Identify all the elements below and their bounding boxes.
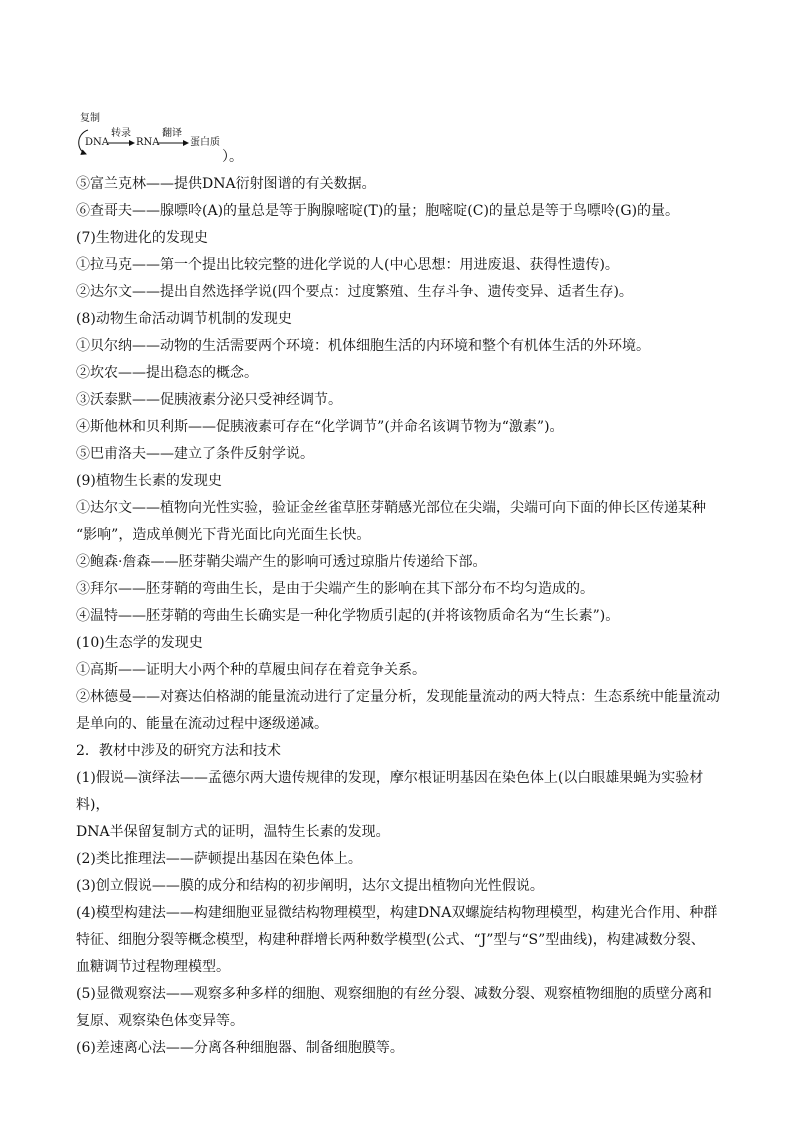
text-line: ②林德曼——对赛达伯格湖的能量流动进行了定量分析，发现能量流动的两大特点：生态系统中能量流动 [76, 689, 720, 705]
translate-label: 翻译 [162, 128, 182, 139]
text-line: ②鲍森·詹森——胚芽鞘尖端产生的影响可透过琼脂片传递给下部。 [76, 554, 487, 570]
text-line: (3)创立假说——膜的成分和结构的初步阐明，达尔文提出植物向光性假说。 [76, 878, 544, 894]
central-dogma-diagram [74, 110, 274, 166]
rna-label: RNA [136, 137, 160, 148]
text-line: ③沃泰默——促胰液素分泌只受神经调节。 [76, 392, 342, 408]
text-line: ①贝尔纳——动物的生活需要两个环境：机体细胞生活的内环境和整个有机体生活的外环境。 [76, 338, 650, 354]
diagram-closing-paren: ）。 [222, 149, 243, 165]
document-body [76, 171, 736, 1062]
transcribe-label: 转录 [111, 128, 131, 139]
text-line: ②坎农——提出稳态的概念。 [76, 365, 258, 381]
text-line: ⑤富兰克林——提供DNA衍射图谱的有关数据。 [76, 176, 376, 192]
section-heading: 2．教材中涉及的研究方法和技术 [76, 743, 281, 759]
text-line: (6)差速离心法——分离各种细胞器、制备细胞膜等。 [76, 1040, 404, 1056]
text-line: ④斯他林和贝利斯——促胰液素可存在“化学调节”(并命名该调节物为“激素”)。 [76, 419, 564, 435]
text-line: (2)类比推理法——萨顿提出基因在染色体上。 [76, 851, 362, 867]
protein-label: 蛋白质 [190, 137, 220, 148]
text-line: ③拜尔——胚芽鞘的弯曲生长，是由于尖端产生的影响在其下部分布不均匀造成的。 [76, 581, 594, 597]
text-line: ①高斯——证明大小两个种的草履虫间存在着竞争关系。 [76, 662, 426, 678]
text-line: ⑤巴甫洛夫——建立了条件反射学说。 [76, 446, 314, 462]
text-line: 是单向的、能量在流动过程中逐级递减。 [76, 716, 328, 732]
section-heading: (7)生物进化的发现史 [76, 230, 208, 246]
text-line: (1)假说—演绎法——孟德尔两大遗传规律的发现，摩尔根证明基因在染色体上(以白眼雄果蝇为实验材料)， [76, 770, 704, 813]
text-line: “影响”，造成单侧光下背光面比向光面生长快。 [76, 527, 371, 543]
section-heading: (10)生态学的发现史 [76, 635, 203, 651]
text-line: ⑥查哥夫——腺嘌呤(A)的量总是等于胸腺嘧啶(T)的量；胞嘧啶(C)的量总是等于鸟嘌呤(G)的量。 [76, 203, 680, 219]
text-line: ④温特——胚芽鞘的弯曲生长确实是一种化学物质引起的(并将该物质命名为“生长素”)。 [76, 608, 620, 624]
dna-label: DNA [85, 137, 109, 148]
text-line: DNA半保留复制方式的证明，温特生长素的发现。 [76, 824, 390, 840]
text-line: 血糖调节过程物理模型。 [76, 959, 230, 975]
replicate-label: 复制 [80, 113, 100, 124]
text-line: 特征、细胞分裂等概念模型，构建种群增长两种数学模型(公式、“J”型与“S”型曲线)，构建减数分裂、 [76, 932, 705, 948]
text-line: (4)模型构建法——构建细胞亚显微结构物理模型，构建DNA双螺旋结构物理模型，构建光合作用、种群 [76, 905, 718, 921]
text-line: 复原、观察染色体变异等。 [76, 1013, 244, 1029]
text-line: ①拉马克——第一个提出比较完整的进化学说的人(中心思想：用进废退、获得性遗传)。 [76, 257, 619, 273]
text-line: (5)显微观察法——观察多种多样的细胞、观察细胞的有丝分裂、减数分裂、观察植物细胞的质壁分离和 [76, 986, 712, 1002]
section-heading: (8)动物生命活动调节机制的发现史 [76, 311, 292, 327]
section-heading: (9)植物生长素的发现史 [76, 473, 222, 489]
text-line: ②达尔文——提出自然选择学说(四个要点：过度繁殖、生存斗争、遗传变异、适者生存)。 [76, 284, 633, 300]
text-line: ①达尔文——植物向光性实验，验证金丝雀草胚芽鞘感光部位在尖端，尖端可向下面的伸长区传递某种 [76, 500, 706, 516]
